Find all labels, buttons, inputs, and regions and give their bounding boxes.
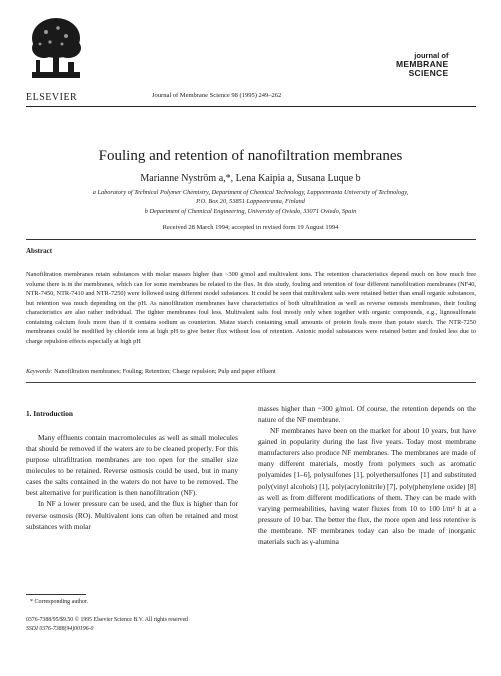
keywords-text: Nanofiltration membranes; Fouling; Retention; Charge repulsion; Pulp and paper effluent [54,368,276,375]
footnote: * Corresponding author. [30,599,89,605]
publisher-name: ELSEVIER [26,92,78,103]
left-paragraph-2: In NF a lower pressure can be used, and the flux is higher than for reverse osmosis (RO). Multivalent ions can often be retained and most substances with molar [26,499,238,531]
left-column [26,432,238,532]
affiliation-a-line1: a Laboratory of Technical Polymer Chemistry, Department of Chemical Technology, Lappeenranta University of Technology, [92,189,409,196]
journal-logo-line1: journal of [414,51,449,60]
keywords-label: Keywords: [26,368,53,375]
elsevier-logo [28,14,84,86]
journal-logo [396,52,448,78]
affiliation-b: b Department of Chemical Engineering, University of Oviedo, 33071 Oviedo, Spain [144,208,357,215]
ssdi-line: SSDI 0376-7388(94)00196-0 [26,626,94,632]
keywords-divider [26,382,476,383]
footnote-divider [26,594,86,595]
author-list: Marianne Nyström a,*, Lena Kaipia a, Susana Luque b [140,173,361,184]
right-column [258,403,476,547]
abstract-heading: Abstract [26,247,53,255]
journal-logo-line2: MEMBRANE [396,58,449,69]
header-divider [26,106,476,107]
abstract-text: Nanofiltration membranes retain substances with molar masses higher than ~300 g/mol and multivalent ions. The retention characteristics depend much on how much free volume there is in the membranes, which can for some membranes be related to the flux. In this study, fouling and retention of four different nanofiltration membranes (NF40, NTR-7450, NTR-7410 and NTR-7250) were followed using different model substances. It could be seen that multivalent salts were retained better than small organic substances, but retention was much depending on the pH. As nanofiltration membranes have characteristics of both ultrafiltration as well as reverse osmosis membranes, their fouling characteristics are also rather individual. The tighter membranes foul less. Multivalent salts foul mostly only when together with organic compounds, e.g., lignosulfonate containing calcium fouls more than if it contains sodium as counterion. Maize starch containing small amounts of protein fouls more than potato starch. The NTR-7250 membranes could be modified by chloride ions at high pH to give better flux without loss of retention. Anionic model substances were retained better and fouled less due to charge repulsion effects especially at high pH [26,271,476,345]
issn-line: 0376-7388/95/$9.50 © 1995 Elsevier Science B.V. All rights reserved [26,617,188,623]
paper-title: Fouling and retention of nanofiltration membranes [98,148,403,164]
keywords-line [26,368,476,375]
section-heading: 1. Introduction [26,409,73,418]
journal-logo-line3: SCIENCE [408,67,449,78]
right-paragraph-1: masses higher than ~300 g/mol. Of course, the retention depends on the nature of the NF membrane. [258,404,476,425]
left-paragraph-1: Many effluents contain macromolecules as well as small molecules that should be removed if the waters are to be cleaned properly. For this purpose ultrafiltration membranes are too open for the smaller size molecules to be retained. Reverse osmosis could be used, but in many cases the salts contained in the waters do not have to be removed. The best alternative for purification is then nanofiltration (NF). [26,433,238,498]
right-paragraph-2: NF membranes have been on the market for about 10 years, but have gained in popularity during the last five years. Today most membrane manufacturers also produce NF membranes. The membranes are made of many different materials, mostly from polymers such as aromatic polyamides [1–6], polysulfones [1], polyethersulfones [1] and substituted poly(vinyl alcohols) [1], poly(acrylonitrile) [7], poly(phenylene oxide) [8] as well as from different modifications of them. They can be made with varying permeabilities, having water fluxes from 10 to 100 l/m² h at a pressure of 10 bar. The better the flux, the more open and less retentive is the membrane. NF membranes today can also be made of inorganic materials such as γ-alumina [258,426,476,546]
journal-citation: Journal of Membrane Science 98 (1995) 249–262 [152,92,282,99]
abstract-divider [26,239,476,240]
received-dates: Received 28 March 1994; accepted in revised form 19 August 1994 [162,224,339,231]
affiliation-a-line2: P.O. Box 20, 53851 Lappeenranta, Finland [196,198,305,205]
